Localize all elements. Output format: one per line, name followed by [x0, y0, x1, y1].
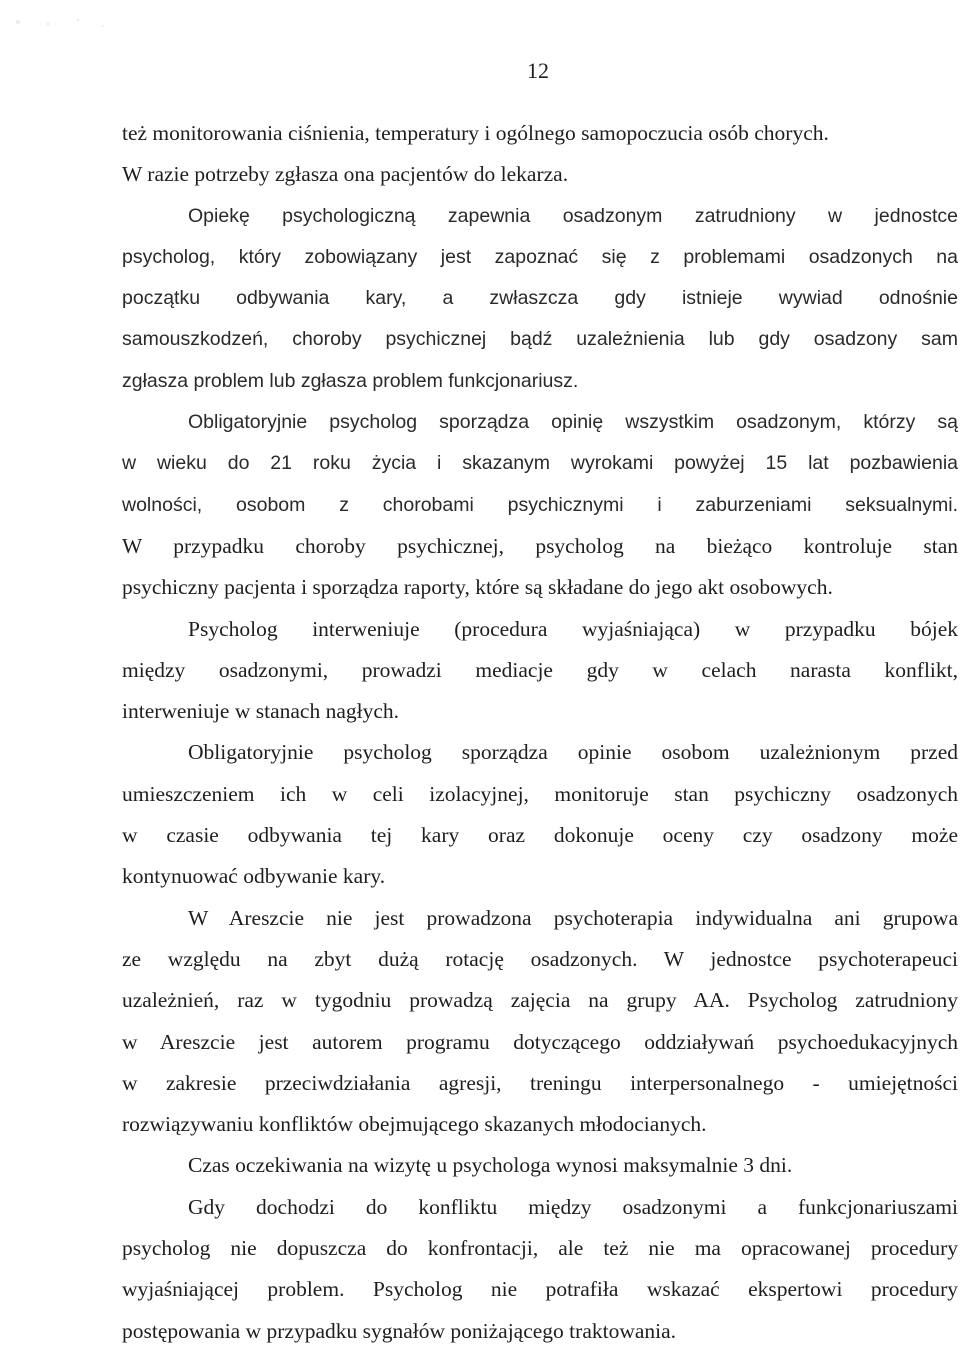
text-line: psychiczny pacjenta i sporządza raporty, które są składane do jego akt osobowych. [122, 575, 833, 600]
text-line: Gdy dochodzi do konfliktu między osadzonymi a funkcjonariuszami [188, 1194, 958, 1219]
text-line: kontynuować odbywanie kary. [122, 864, 386, 889]
text-line: Czas oczekiwania na wizytę u psychologa wynosi maksymalnie 3 dni. [188, 1153, 793, 1178]
text-line: w czasie odbywania tej kary oraz dokonuje oceny czy osadzony może [122, 823, 958, 848]
text-line: rozwiązywaniu konfliktów obejmującego skazanych młodocianych. [122, 1112, 707, 1137]
text-line: początku odbywania kary, a zwłaszcza gdy istnieje wywiad odnośnie [122, 287, 958, 310]
text-line: W przypadku choroby psychicznej, psycholog na bieżąco kontroluje stan [122, 533, 958, 558]
text-line: W razie potrzeby zgłasza ona pacjentów do lekarza. [122, 162, 569, 187]
text-line: samouszkodzeń, choroby psychicznej bądź uzależnienia lub gdy osadzony sam [122, 328, 958, 351]
text-line: psycholog, który zobowiązany jest zapoznać się z problemami osadzonych na [122, 245, 958, 268]
text-line: uzależnień, raz w tygodniu prowadzą zajęcia na grupy AA. Psycholog zatrudniony [122, 988, 958, 1013]
text-line: Psycholog interweniuje (procedura wyjaśniająca) w przypadku bójek [188, 616, 958, 641]
text-line: psycholog nie dopuszcza do konfrontacji, ale też nie ma opracowanej procedury [122, 1236, 958, 1261]
text-line: Obligatoryjnie psycholog sporządza opinię wszystkim osadzonym, którzy są [188, 411, 958, 434]
text-line: w wieku do 21 roku życia i skazanym wyrokami powyżej 15 lat pozbawienia [122, 452, 958, 475]
text-line: w zakresie przeciwdziałania agresji, treningu interpersonalnego - umiejętności [122, 1070, 958, 1095]
body-text [122, 113, 958, 1352]
text-line: W Areszcie nie jest prowadzona psychoterapia indywidualna ani grupowa [188, 905, 958, 930]
text-line: umieszczeniem ich w celi izolacyjnej, monitoruje stan psychiczny osadzonych [122, 781, 958, 806]
text-line: interweniuje w stanach nagłych. [122, 699, 400, 724]
scan-artifact [8, 6, 118, 40]
text-line: wyjaśniającej problem. Psycholog nie potrafiła wskazać ekspertowi procedury [122, 1277, 958, 1302]
text-line: w Areszcie jest autorem programu dotyczącego oddziaływań psychoedukacyjnych [122, 1029, 958, 1054]
text-line: Obligatoryjnie psycholog sporządza opinie osobom uzależnionym przed [188, 740, 958, 765]
text-line: postępowania w przypadku sygnałów poniżającego traktowania. [122, 1318, 677, 1343]
page-number: 12 [527, 58, 549, 83]
text-line: Opiekę psychologiczną zapewnia osadzonym zatrudniony w jednostce [188, 204, 958, 227]
text-line: ze względu na zbyt dużą rotację osadzonych. W jednostce psychoterapeuci [122, 946, 958, 971]
text-line: też monitorowania ciśnienia, temperatury i ogólnego samopoczucia osób chorych. [122, 121, 829, 145]
text-line: zgłasza problem lub zgłasza problem funkcjonariusz. [122, 369, 579, 392]
text-line: między osadzonymi, prowadzi mediacje gdy w celach narasta konflikt, [122, 657, 958, 682]
text-line: wolności, osobom z chorobami psychicznymi i zaburzeniami seksualnymi. [122, 493, 958, 516]
